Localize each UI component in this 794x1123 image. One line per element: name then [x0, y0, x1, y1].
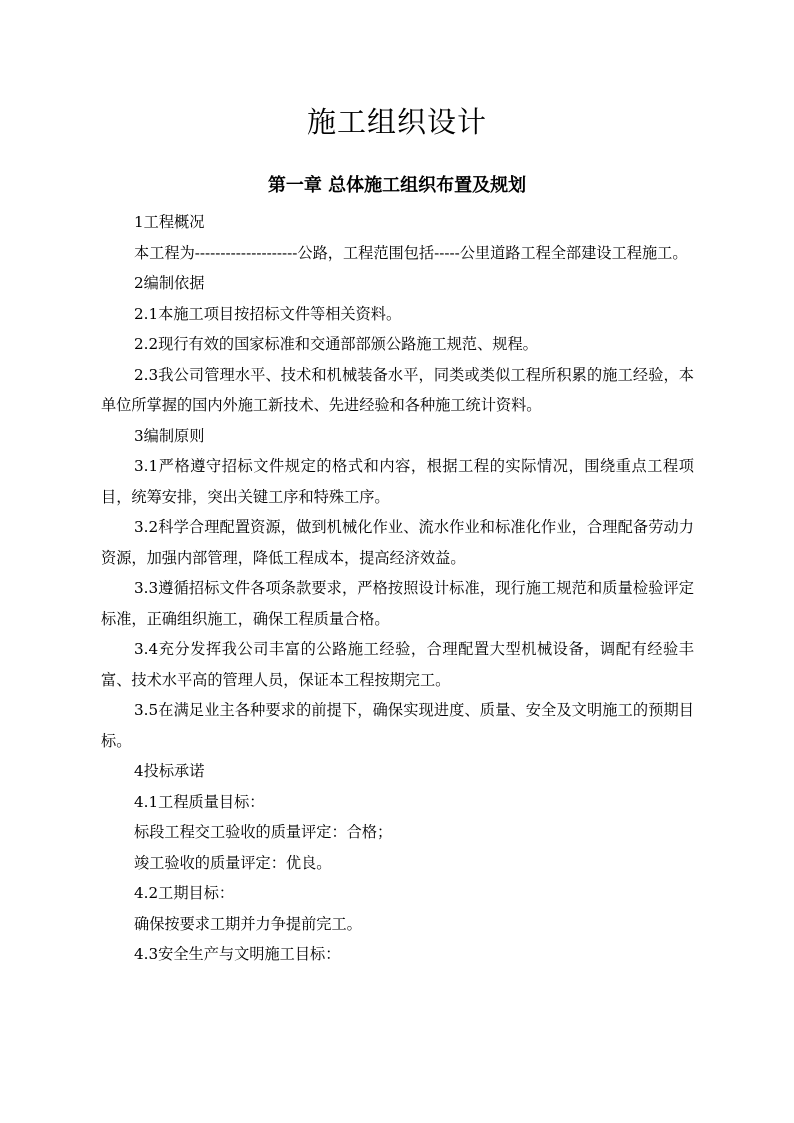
document-body — [101, 207, 694, 970]
paragraph-basis-2-1: 2.1本施工项目按招标文件等相关资料。 — [134, 304, 402, 323]
paragraph-schedule-goal: 确保按要求工期并力争提前完工。 — [134, 914, 362, 933]
paragraph-quality-completion: 竣工验收的质量评定：优良。 — [134, 853, 332, 872]
chapter-heading: 第一章 总体施工组织布置及规划 — [267, 175, 527, 196]
paragraph-quality-handover: 标段工程交工验收的质量评定：合格； — [134, 823, 393, 841]
document-title: 施工组织设计 — [306, 105, 487, 139]
paragraph-principle-3-1: 3.1严格遵守招标文件规定的格式和内容，根据工程的实际情况，围绕重点工程项目，统筹安排，突出关键工序和特殊工序。 — [101, 457, 694, 506]
paragraph-principle-3-3: 3.3遵循招标文件各项条款要求，严格按照设计标准，现行施工规范和质量检验评定标准，正确组织施工，确保工程质量合格。 — [101, 579, 694, 628]
section-heading-commitment: 4投标承诺 — [134, 762, 205, 780]
paragraph-quality-goal-heading: 4.1工程质量目标： — [134, 792, 265, 811]
paragraph-schedule-goal-heading: 4.2工期目标： — [134, 884, 235, 902]
paragraph-project-scope: 本工程为--------------------公路，工程范围包括-----公里道路工程全部建设工程施工。 — [134, 243, 688, 262]
section-heading-principles: 3编制原则 — [134, 426, 205, 445]
paragraph-basis-2-2: 2.2现行有效的国家标准和交通部部颁公路施工规范、规程。 — [134, 335, 538, 353]
paragraph-safety-goal-heading: 4.3安全生产与文明施工目标： — [134, 945, 341, 963]
section-heading-basis: 2编制依据 — [134, 274, 205, 292]
section-heading-overview: 1工程概况 — [134, 213, 205, 231]
paragraph-basis-2-3: 2.3我公司管理水平、技术和机械装备水平，同类或类似工程所积累的施工经验，本单位所掌握的国内外施工新技术、先进经验和各种施工统计资料。 — [101, 365, 694, 414]
paragraph-principle-3-5: 3.5在满足业主各种要求的前提下，确保实现进度、质量、安全及文明施工的预期目标。 — [101, 701, 694, 750]
paragraph-principle-3-2: 3.2科学合理配置资源，做到机械化作业、流水作业和标准化作业，合理配备劳动力资源，加强内部管理，降低工程成本，提高经济效益。 — [101, 518, 694, 567]
paragraph-principle-3-4: 3.4充分发挥我公司丰富的公路施工经验，合理配置大型机械设备，调配有经验丰富、技术水平高的管理人员，保证本工程按期完工。 — [101, 640, 694, 689]
